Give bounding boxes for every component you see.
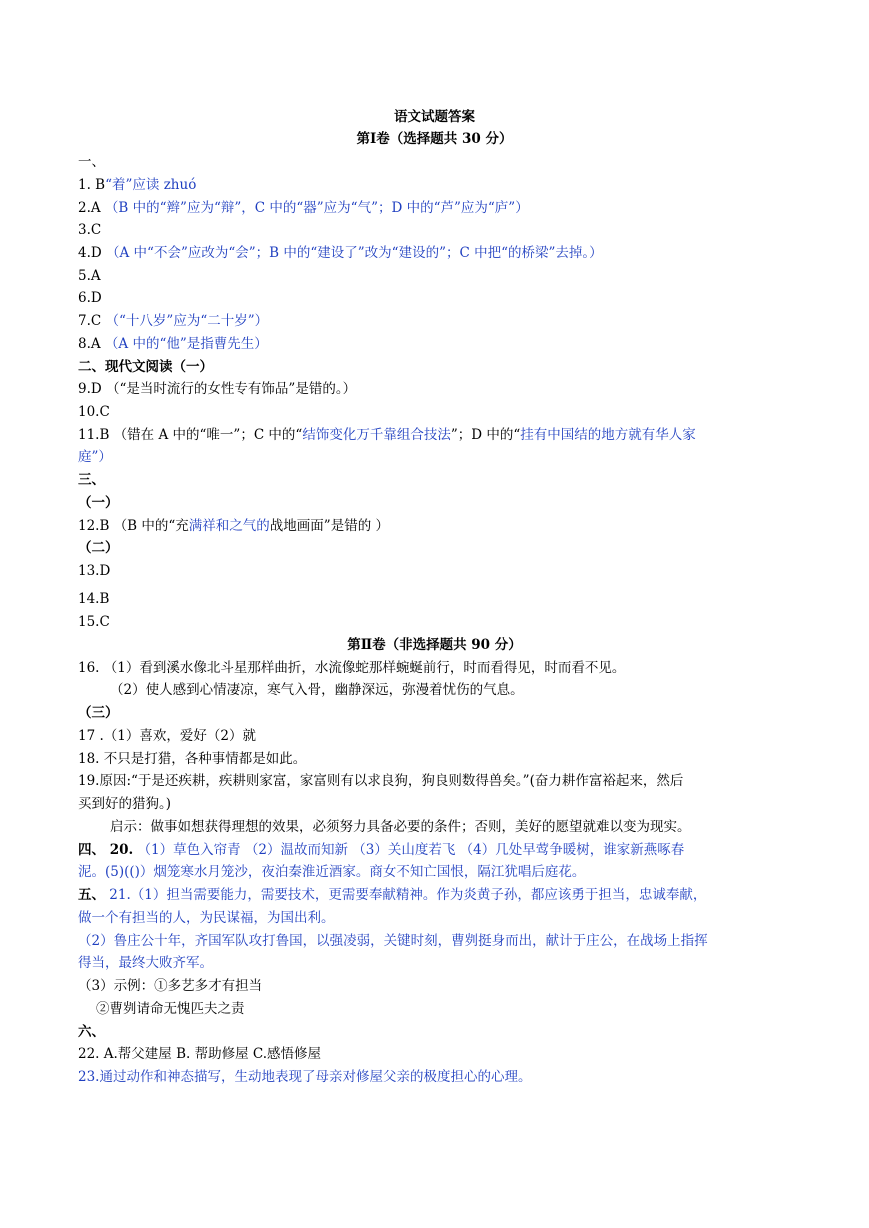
q21-line1: （1）担当需要能力，需要技术，更需要奉献精神。作为炎黄子孙，都应该勇于担当，忠诚奉献， <box>130 887 707 903</box>
q1-note: “着”应读 zhuó <box>105 177 197 193</box>
answer-q13: 13.D <box>78 563 111 579</box>
q9-number: 9.D <box>78 381 102 397</box>
answer-q19-line2: 买到好的猎狗。) <box>78 796 172 812</box>
answer-q6: 6.D <box>78 290 102 306</box>
answer-q12 <box>78 515 798 538</box>
q21-number: 21. <box>105 887 131 903</box>
answer-q9 <box>78 378 798 401</box>
q4-number: 4.D <box>78 245 102 261</box>
q9-note: （“是当时流行的女性专有饰品”是错的。） <box>101 381 357 397</box>
q17-number: 17 . <box>78 728 104 744</box>
q21-line6: ②曹刿请命无愧匹夫之责 <box>96 1001 245 1017</box>
q12-part2: 满祥和之气的 <box>188 518 270 534</box>
q8-note: （A 中的“他”是指曹先生） <box>100 336 268 352</box>
q18-number: 18. <box>78 751 100 767</box>
q11-part3: ”；D 中的“ <box>450 427 521 443</box>
q4-note: （A 中“不会”应改为“会”；B 中的“建设了”改为“建设的”；C 中把“的桥梁”去掉。） <box>101 245 603 261</box>
q1-number: 1. B <box>78 177 106 193</box>
q2-number: 2.A <box>78 200 101 216</box>
q8-number: 8.A <box>78 336 101 352</box>
answer-q1 <box>78 174 798 197</box>
answer-q2 <box>78 197 798 220</box>
section-6-heading: 六、 <box>78 1024 105 1040</box>
q11-part2: 结饰变化万千靠组合技法 <box>302 427 451 443</box>
q20-line1: （1）草色入帘青 （2）温故而知新 （3）关山度若飞 （4）几处早莺争暖树，谁家新燕啄春 <box>133 842 685 858</box>
q7-number: 7.C <box>78 313 102 329</box>
answer-q4 <box>78 242 798 265</box>
section-3-sub3: （三） <box>78 705 119 721</box>
answer-q19-line1: 19.原因:“于是还疾耕，疾耕则家富，家富则有以求良狗，狗良则数得兽矣。”(奋力耕作富裕起来，然后 <box>78 773 684 789</box>
section-5-q21 <box>78 884 798 907</box>
q11-part1: （错在 A 中的“唯一”；C 中的“ <box>109 427 303 443</box>
answer-q7 <box>78 310 798 333</box>
q2-note: （B 中的“辫”应为“辩”，C 中的“器”应为“气”；D 中的“芦”应为“庐”） <box>100 200 529 216</box>
part2-title: 第Ⅱ卷（非选择题共 90 分） <box>347 637 522 653</box>
answer-q5: 5.A <box>78 268 101 284</box>
section-3-heading: 三、 <box>78 472 105 488</box>
answer-q16-line2: （2）使人感到心情凄凉，寒气入骨，幽静深远，弥漫着忧伤的气息。 <box>110 682 524 698</box>
answer-q8 <box>78 333 798 356</box>
answer-q18 <box>78 748 798 771</box>
q17-text: （1）喜欢，爱好（2）就 <box>103 728 256 744</box>
q7-note: （“十八岁”应为“二十岁”） <box>101 313 269 329</box>
answer-q22: 22. A.帮父建屋 B. 帮助修屋 C.感悟修屋 <box>78 1046 322 1062</box>
q11-part4: 挂有中国结的地方就有华人家 <box>520 427 696 443</box>
section-4-q20 <box>78 839 798 862</box>
answer-q15: 15.C <box>78 614 110 630</box>
section-2-heading: 二、现代文阅读（一） <box>78 359 213 375</box>
q20-line2: 泥。(5)(()）烟笼寒水月笼沙，夜泊秦淮近酒家。商女不知亡国恨，隔江犹唱后庭花。 <box>78 864 586 880</box>
q16-line1: （1）看到溪水像北斗星那样曲折，水流像蛇那样蜿蜒前行，时而看得见，时而看不见。 <box>99 660 626 676</box>
answer-q16 <box>78 657 798 680</box>
doc-title: 语文试题答案 <box>394 109 475 125</box>
q12-part3: 战地画面”是错的 ） <box>269 518 389 534</box>
answer-q19-line3: 启示：做事如想获得理想的效果，必须努力具备必要的条件；否则，美好的愿望就难以变为现实。 <box>110 819 691 835</box>
section-3-sub1: （一） <box>78 495 119 511</box>
section-5-heading: 五、 <box>78 887 105 903</box>
q18-text: 不只是打猎，各种事情都是如此。 <box>99 751 307 767</box>
answer-q17 <box>78 725 798 748</box>
q12-number: 12.B <box>78 518 110 534</box>
section-4-heading: 四、 <box>78 842 105 858</box>
q12-part1: （B 中的“充 <box>109 518 189 534</box>
q16-number: 16. <box>78 660 100 676</box>
answer-q11-line2: 庭”） <box>78 449 112 465</box>
answer-q14: 14.B <box>78 591 110 607</box>
answer-q11 <box>78 424 798 447</box>
part1-title: 第Ⅰ卷（选择题共 30 分） <box>356 131 513 147</box>
q21-line2: 做一个有担当的人，为民谋福，为国出利。 <box>78 910 335 926</box>
q21-line5: （3）示例：①多艺多才有担当 <box>78 978 263 994</box>
q21-line3: （2）鲁庄公十年，齐国军队攻打鲁国，以强凌弱，关键时刻，曹刿挺身而出，献计于庄公，在战场上指挥 <box>78 933 708 949</box>
answer-q23: 23.通过动作和神态描写，生动地表现了母亲对修屋父亲的极度担心的心理。 <box>78 1069 532 1085</box>
answer-q3: 3.C <box>78 222 102 238</box>
q21-line4: 得当，最终大败齐军。 <box>78 955 213 971</box>
section-1-heading: 一、 <box>78 154 105 170</box>
q20-number: 20. <box>105 842 134 858</box>
q11-number: 11.B <box>78 427 110 443</box>
answer-q10: 10.C <box>78 404 110 420</box>
section-3-sub2: （二） <box>78 540 119 556</box>
